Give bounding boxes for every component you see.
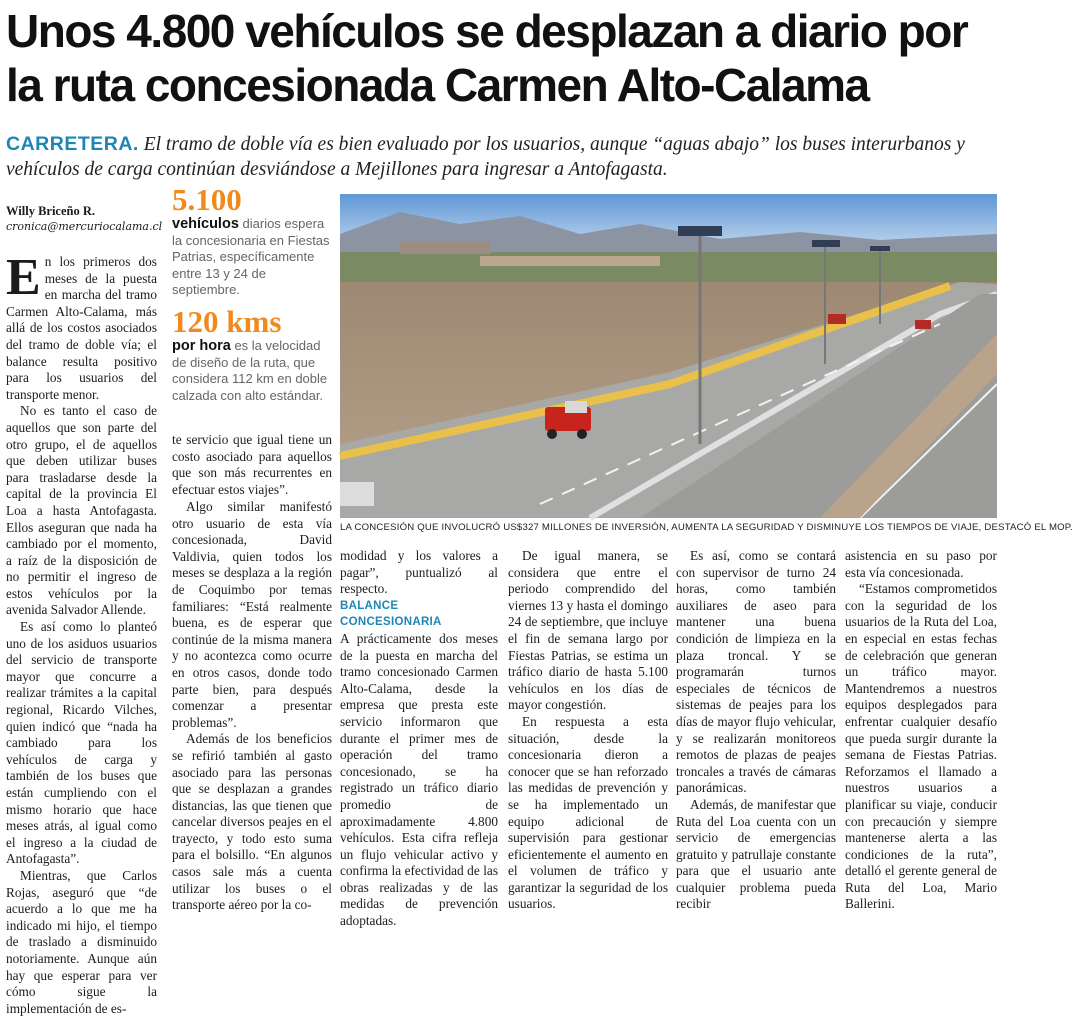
paragraph: Es así como lo planteó uno de los asiduos usuarios del servicio de transporte mayor que concurre a realizar trámites a la capital regional, Ricardo Vilches, quien indicó que “nada ha cambiado para los vehículos de carga y también de los buses que están cumpliendo con el mismo horario que hace meses atrás, al igual como el ingreso a la ciudad de Antofagasta”. xyxy=(6,619,157,867)
lead-paragraph xyxy=(6,132,996,182)
stat-speed xyxy=(172,306,332,404)
author-email[interactable]: cronica@mercuriocalama.cl xyxy=(6,220,163,233)
paragraph: En respuesta a esta situación, desde la concesionaria dieron a conocer que se han reforzado las medidas de prevención y se ha implementado un equipo adicional de supervisión para gestionar eficientemente el aumento en el volumen de tráfico y garantizar la seguridad de los usuarios. xyxy=(508,713,668,912)
paragraph: En los primeros dos meses de la puesta en marcha del tramo Carmen Alto-Calama, más allá de los costos asociados del tramo de doble vía; el balance resulta positivo para los usuarios del transporte menor. xyxy=(6,249,157,402)
drop-cap: E xyxy=(6,249,41,306)
byline xyxy=(6,203,161,235)
stat-speed-unit: por hora xyxy=(172,338,231,354)
paragraph: Además de los beneficios se refirió también al gasto asociado para las personas que se desplazan a grandes distancias, las que tienen que cancelar diversos peajes en el trayecto, y todo esto suma para el bolsillo. “En algunos casos sale más a cuenta utilizar los buses o el transporte aéreo por la co- xyxy=(172,731,332,913)
paragraph: modidad y los valores a pagar”, puntualizó al respecto. xyxy=(340,548,498,597)
photo-caption: LA CONCESIÓN QUE INVOLUCRÓ US$327 MILLONES DE INVERSIÓN, AUMENTA LA SEGURIDAD Y DISMINUYE LOS TIEMPOS DE VIAJE, DESTACÓ EL MOP. xyxy=(340,522,1073,533)
highway-illustration xyxy=(340,194,997,518)
paragraph: De igual manera, se considera que entre el periodo comprendido del viernes 13 y hasta el domingo 24 de septiembre, que incluye el fin de semana largo por Fiestas Patrias, se estima un tráfico diario de hasta 5.100 vehículos en los días de mayor congestión. xyxy=(508,548,668,713)
paragraph: A prácticamente dos meses de la puesta en marcha del tramo concesionado Carmen Alto-Calama, desde la empresa que presta este servicio informaron que durante el primer mes de operación del tramo concesionado, se ha registrado un tráfico diario promedio de aproximadamente 4.800 vehículos. Esta cifra refleja un flujo vehicular activo y confirma la efectividad de las obras realizadas y de las medidas de prevención adoptadas. xyxy=(340,630,498,929)
paragraph: “Estamos comprometidos con la seguridad de los usuarios de la Ruta del Loa, en especial en estas fechas de celebración que generan un tráfico mayor. Mantendremos a nuestros equipos desplegados para enfrentar cualquier desafío que pueda surgir durante la semana de Fiestas Patrias. Reforzamos el llamado a nuestros usuarios a planificar su viaje, conducir con precaución y siempre mantenerse alerta a las condiciones de la ruta”, detalló el gerente general de Ruta del Loa, Mario Ballerini. xyxy=(845,581,997,912)
paragraph: Algo similar manifestó otro usuario de esta vía concesionada, David Valdivia, quien todos los meses se desplaza a la región de Coquimbo por temas familiares: “Está realmente buena, es de esperar que continúe de la misma manera y no acontezca como ocurre en otros casos, donde todo parte bien, para después comenzar a presentar problemas”. xyxy=(172,499,332,730)
article-column-5 xyxy=(676,548,836,912)
stat-vehicles xyxy=(172,184,332,299)
paragraph: Además, de manifestar que Ruta del Loa cuenta con un servicio de emergencias gratuito y patrullaje constante para que el usuario ante cualquier problema pueda recibir xyxy=(676,796,836,912)
subheading: BALANCE CONCESIONARIA xyxy=(340,599,442,629)
stat-vehicles-unit: vehículos xyxy=(172,216,239,232)
paragraph: asistencia en su paso por esta vía concesionada. xyxy=(845,548,997,580)
paragraph: Es así, como se contará con supervisor de turno 24 horas, como también auxiliares de aseo para mantener una buena condición de limpieza en la plaza troncal. Y se programarán turnos especiales de técnicos de sistemas de peajes para los días de mayor flujo vehicular, y se realizarán monitoreos remotos de plazas de peajes troncales a través de cámaras panorámicas. xyxy=(676,548,836,796)
article-column-2 xyxy=(172,499,332,913)
stat-vehicles-text: diarios espera la concesionaria en Fiestas Patrias, específicamente entre 13 y 24 de septiembre. xyxy=(172,216,330,297)
highway-photo xyxy=(340,194,997,518)
article-column-1 xyxy=(6,249,157,1016)
stat-speed-value: 120 kms xyxy=(172,304,282,339)
paragraph: Mientras, que Carlos Rojas, aseguró que “de acuerdo a lo que me ha indicado mi hijo, el tiempo de traslado a disminuido notoriamente. Aunque aún hay que esperar para ver cómo sigue la implementación de es- xyxy=(6,867,157,1016)
headline: Unos 4.800 vehículos se desplazan a diario por la ruta concesionada Carmen Alto-Calama xyxy=(6,5,968,111)
article-column-6 xyxy=(845,548,997,912)
paragraph: te servicio que igual tiene un costo asociado para aquellos que son más recurrentes en efectuar estos viajes”. xyxy=(172,432,332,497)
lead-text: El tramo de doble vía es bien evaluado por los usuarios, aunque “aguas abajo” los buses interurbanos y vehículos de carga continúan desviándose a Mejillones para ingresar a Antofagasta. xyxy=(6,134,965,180)
stat-speed-text: es la velocidad de diseño de la ruta, que considera 112 km en doble calzada con alto estándar. xyxy=(172,338,328,403)
article-column-3 xyxy=(340,548,498,929)
paragraph: No es tanto el caso de aquellos que son parte del otro grupo, el de aquellos que deben utilizar buses para trasladarse desde la capital de la provincia El Loa a hasta Antofagasta. Ellos aseguran que nada ha cambiado por el momento, a raíz de la disposición de no permitir el ingreso de estos vehículos por la avenida Salvador Allende. xyxy=(6,403,157,618)
section-label: CARRETERA. xyxy=(6,133,139,155)
author-name: Willy Briceño R. xyxy=(6,204,96,218)
stat-vehicles-value: 5.100 xyxy=(172,182,242,217)
article-column-4 xyxy=(508,548,668,912)
